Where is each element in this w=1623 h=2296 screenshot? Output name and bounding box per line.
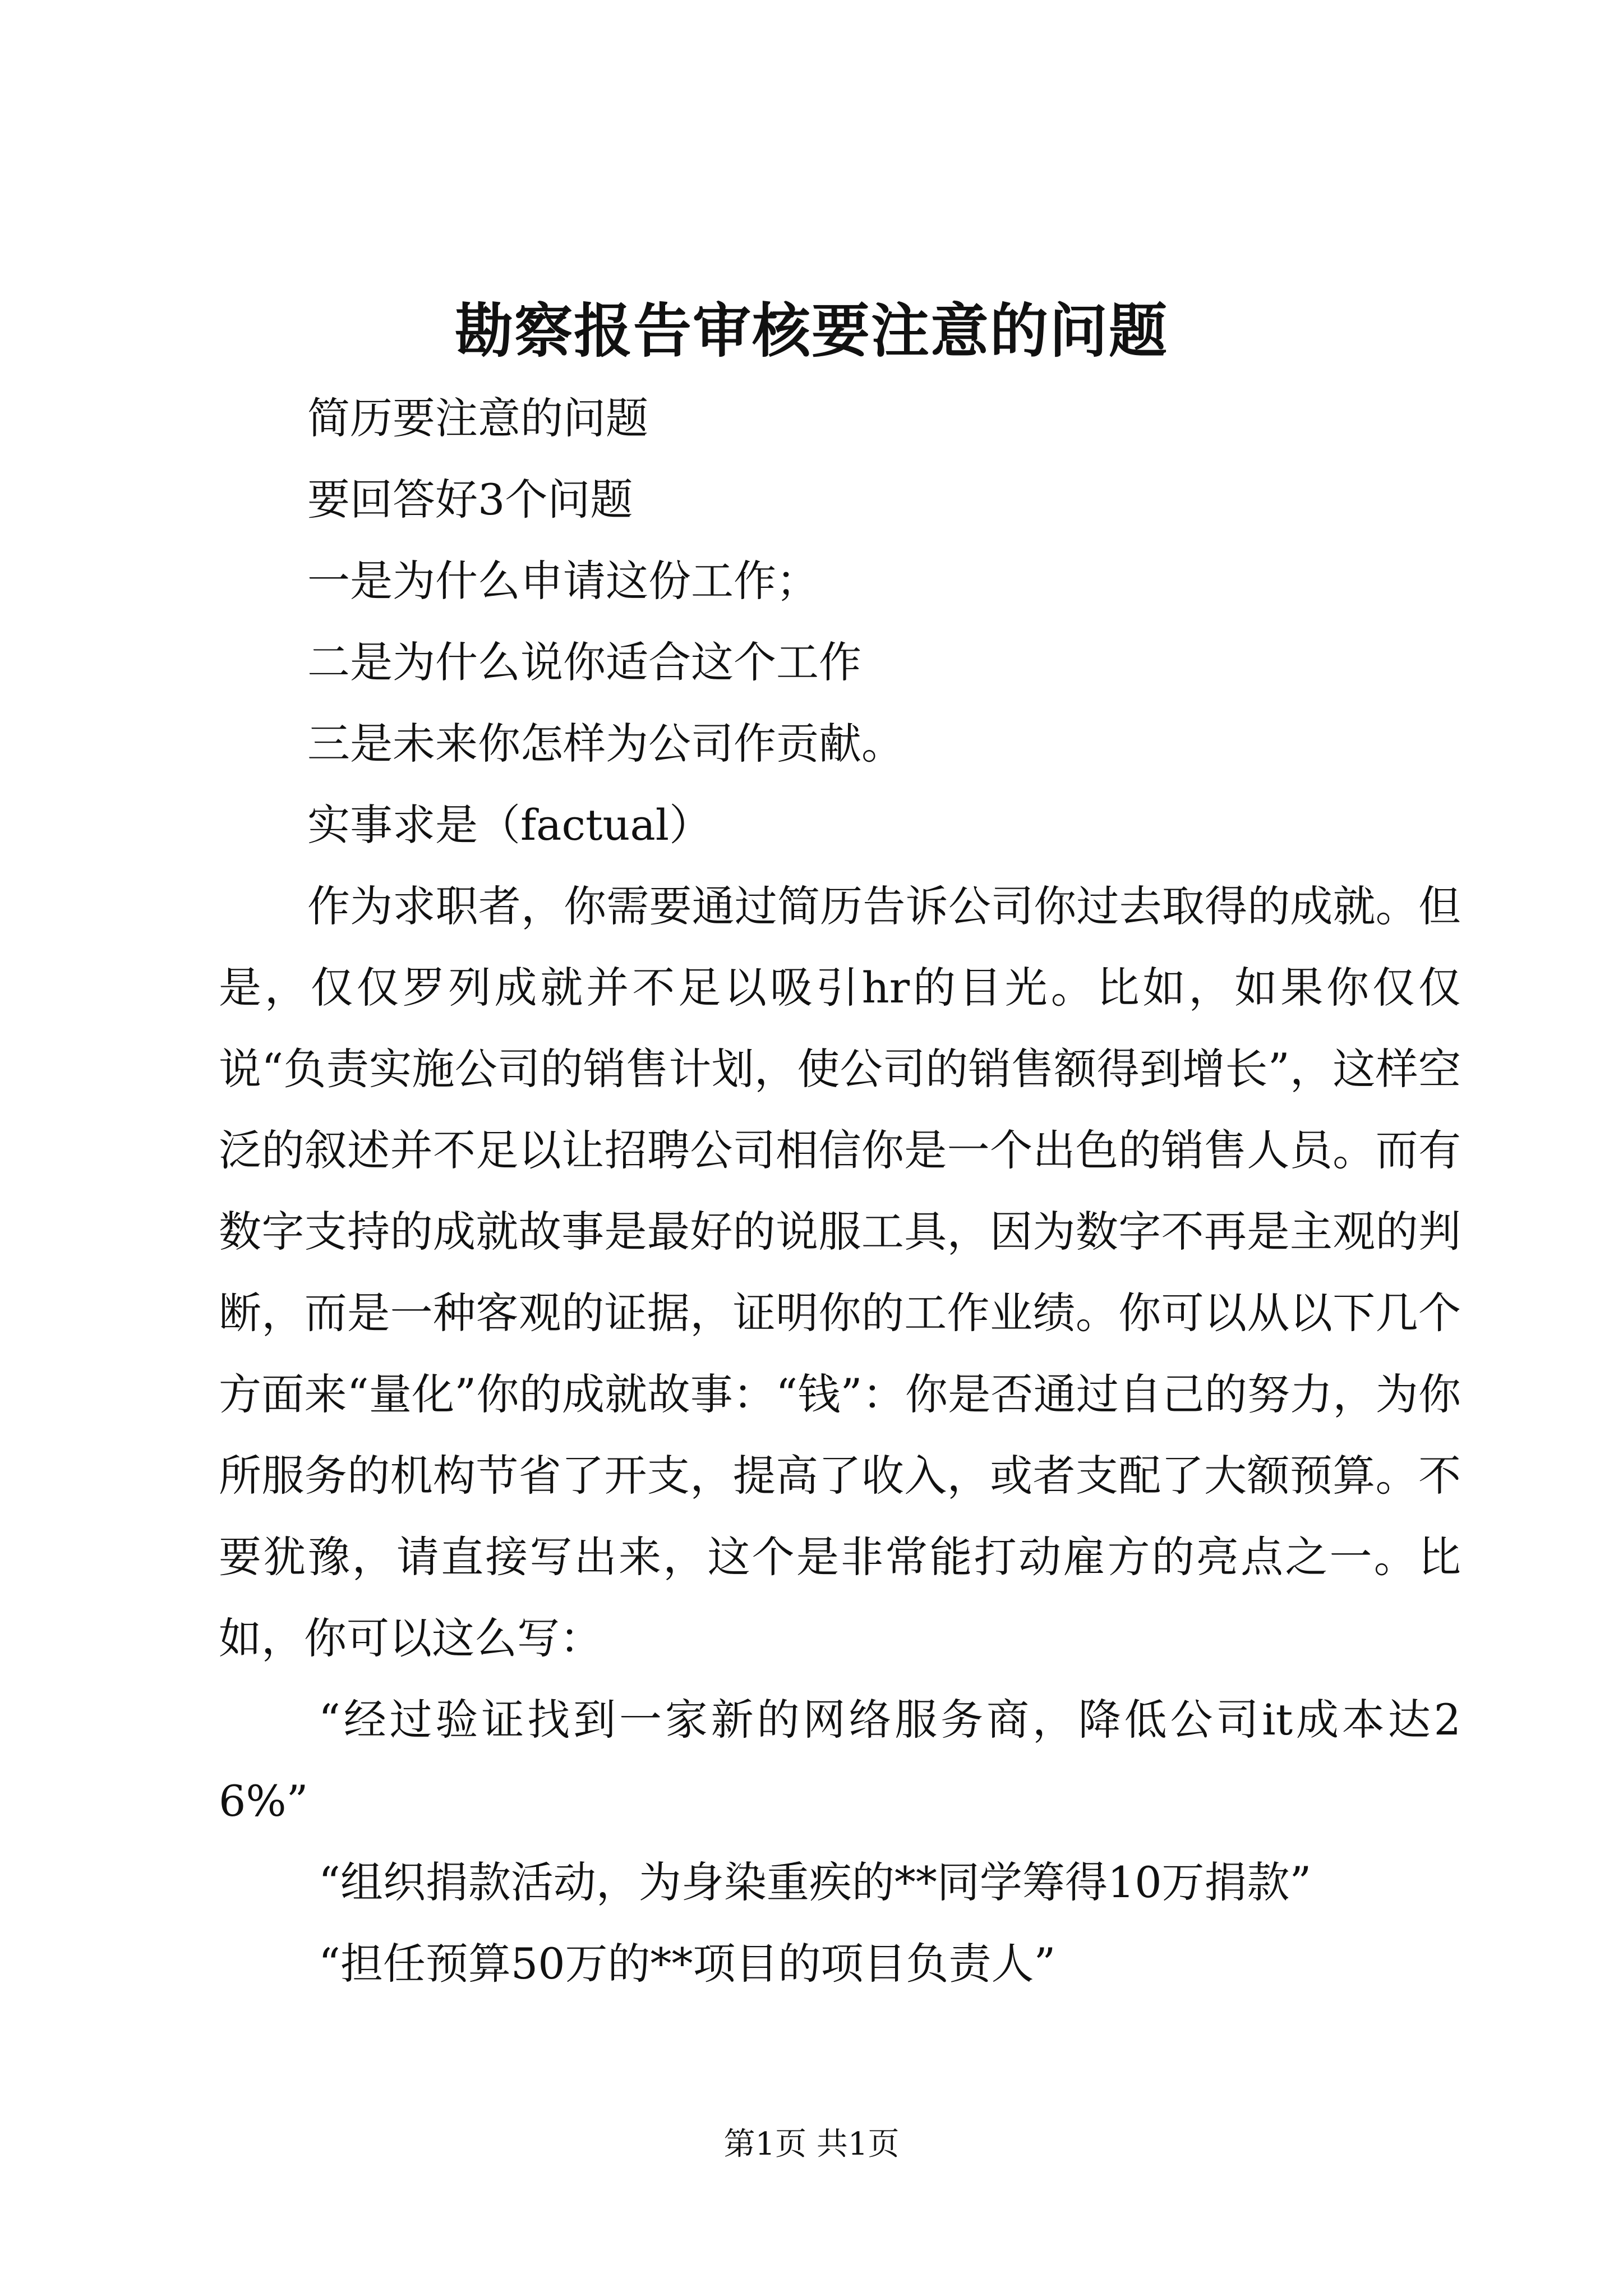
document-body <box>219 378 1461 2004</box>
paragraph-main-body: 作为求职者，你需要通过简历告诉公司你过去取得的成就。但是，仅仅罗列成就并不足以吸引hr的目光。比如，如果你仅仅说“负责实施公司的销售计划，使公司的销售额得到增长”，这样空泛的叙述并不足以让招聘公司相信你是一个出色的销售人员。而有数字支持的成就故事是最好的说服工具，因为数字不再是主观的判断，而是一种客观的证据，证明你的工作业绩。你可以从以下几个方面来“量化”你的成就故事：“钱”：你是否通过自己的努力，为你所服务的机构节省了开支，提高了收入，或者支配了大额预算。不要犹豫，请直接写出来，这个是非常能打动雇方的亮点之一。比如，你可以这么写： <box>219 881 1461 1663</box>
paragraph-factual-heading: 实事求是（factual） <box>307 800 712 850</box>
page-footer: 第1页 共1页 <box>723 2126 900 2162</box>
paragraph-example-quote-1: “经过验证找到一家新的网络服务商，降低公司it成本达26%” <box>219 1695 1461 1826</box>
paragraph-question-one: 一是为什么申请这份工作； <box>307 556 819 606</box>
paragraph-heading-resume: 简历要注意的问题 <box>307 393 648 443</box>
paragraph-example-quote-2: “组织捐款活动，为身染重疾的**同学筹得10万捐款” <box>319 1857 1312 1907</box>
document-title: 勘察报告审核要注意的问题 <box>454 296 1168 365</box>
paragraph-question-two: 二是为什么说你适合这个工作 <box>307 637 861 687</box>
paragraph-question-three: 三是未来你怎样为公司作贡献。 <box>307 719 904 769</box>
paragraph-three-questions: 要回答好3个问题 <box>307 475 633 524</box>
paragraph-example-quote-3: “担任预算50万的**项目的项目负责人” <box>319 1939 1056 1989</box>
